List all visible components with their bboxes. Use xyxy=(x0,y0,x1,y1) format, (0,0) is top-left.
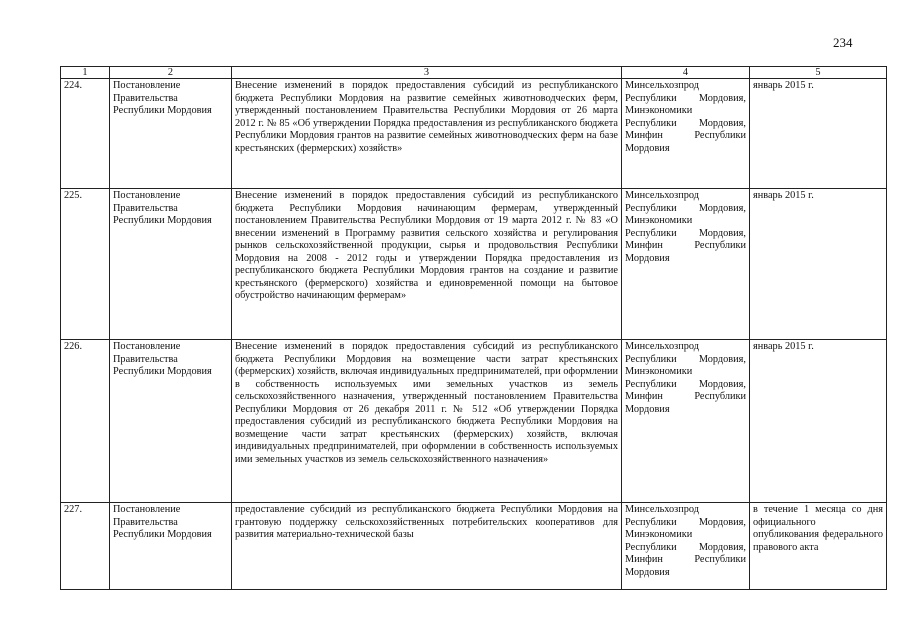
table-row xyxy=(61,340,887,503)
col-header-document-type: 2 xyxy=(110,67,232,79)
row-content: предоставление субсидий из республиканского бюджета Республики Мордовия на грантовую поддержку сельскохозяйственных потребительских кооперативов для развития материально-технической базы xyxy=(232,503,622,590)
row-document-type: Постановление Правительства Республики Мордовия xyxy=(110,503,232,590)
row-number: 227. xyxy=(61,503,110,590)
table-row xyxy=(61,189,887,340)
row-content: Внесение изменений в порядок предоставления субсидий из республиканского бюджета Республики Мордовия на развитие семейных животноводческих ферм, утвержденный постановлением Правительства Республики Мордовия от 26 марта 2012 г. № 85 «Об утверждении Порядка предоставления из республиканского бюджета Республики Мордовия грантов на развитие семейных животноводческих ферм на базе крестьянских (фермерских) хозяйств» xyxy=(232,79,622,189)
table-row xyxy=(61,79,887,189)
col-header-number: 1 xyxy=(61,67,110,79)
col-header-executors: 4 xyxy=(622,67,750,79)
row-content: Внесение изменений в порядок предоставления субсидий из республиканского бюджета Республики Мордовия начинающим фермерам, утвержденный постановлением Правительства Республики Мордовия от 19 марта 2012 г. № 83 «О внесении изменений в Программу развития сельского хозяйства и регулирования рынков сельскохозяйственной продукции, сырья и продовольствия Республики Мордовия на 2008 - 2012 годы и утверждении Порядка предоставления из республиканского бюджета Республики Мордовия грантов на создание и развитие крестьянского (фермерского) хозяйства и единовременной помощи на бытовое обустройство начинающим фермерам» xyxy=(232,189,622,340)
table-header-row xyxy=(61,67,887,79)
measures-table xyxy=(60,66,887,590)
row-document-type: Постановление Правительства Республики Мордовия xyxy=(110,340,232,503)
row-executors: Минсельхозпрод Республики Мордовия, Минэкономики Республики Мордовия, Минфин Республики Мордовия xyxy=(622,189,750,340)
row-number: 225. xyxy=(61,189,110,340)
row-deadline: январь 2015 г. xyxy=(750,79,887,189)
row-content: Внесение изменений в порядок предоставления субсидий из республиканского бюджета Республики Мордовия на возмещение части затрат крестьянских (фермерских) хозяйств, включая индивидуальных предпринимателей, при оформлении в собственность используемых ими земельных участков из земель сельскохозяйственного назначения, утвержденный постановлением Правительства Республики Мордовия от 26 декабря 2011 г. № 512 «Об утверждении Порядка предоставления субсидий из республиканского бюджета Республики Мордовия на возмещение части затрат крестьянских (фермерских) хозяйств, включая индивидуальных предпринимателей, при оформлении в собственность используемых ими земельных участков из земель сельскохозяйственного назначения» xyxy=(232,340,622,503)
row-executors: Минсельхозпрод Республики Мордовия, Минэкономики Республики Мордовия, Минфин Республики Мордовия xyxy=(622,503,750,590)
row-number: 224. xyxy=(61,79,110,189)
row-document-type: Постановление Правительства Республики Мордовия xyxy=(110,189,232,340)
row-deadline: в течение 1 месяца со дня официального опубликования федерального правового акта xyxy=(750,503,887,590)
row-executors: Минсельхозпрод Республики Мордовия, Минэкономики Республики Мордовия, Минфин Республики Мордовия xyxy=(622,340,750,503)
row-document-type: Постановление Правительства Республики Мордовия xyxy=(110,79,232,189)
row-deadline: январь 2015 г. xyxy=(750,340,887,503)
row-number: 226. xyxy=(61,340,110,503)
row-deadline: январь 2015 г. xyxy=(750,189,887,340)
table-row xyxy=(61,503,887,590)
col-header-content: 3 xyxy=(232,67,622,79)
col-header-deadline: 5 xyxy=(750,67,887,79)
page-number: 234 xyxy=(833,35,853,50)
row-executors: Минсельхозпрод Республики Мордовия, Минэкономики Республики Мордовия, Минфин Республики Мордовия xyxy=(622,79,750,189)
